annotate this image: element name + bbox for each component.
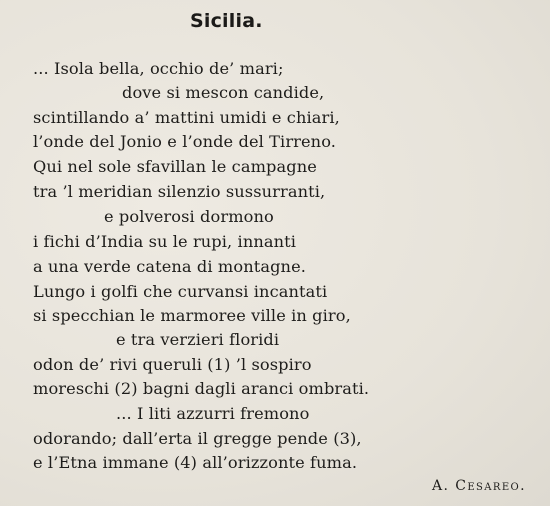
author-signature: A. Cesareo. [432,478,526,494]
poem-line: si specchian le marmoree ville in giro, [33,306,351,325]
poem-line: l’onde del Jonio e l’onde del Tirreno. [33,132,337,151]
poem-line: i fichi d’India su le rupi, innanti [33,232,297,251]
poem-line: ... I liti azzurri fremono [116,404,310,423]
poem-line: scintillando a’ mattini umidi e chiari, [33,108,340,127]
poem-line: Lungo i golfi che curvansi incantati [33,282,328,301]
poem-line: e tra verzieri floridi [116,330,280,349]
poem-line: dove si mescon candide, [122,83,325,102]
poem-line: Qui nel sole sfavillan le campagne [33,157,317,176]
poem-line: a una verde catena di montagne. [33,257,306,276]
poem-line: odorando; dall’erta il gregge pende (3), [33,429,362,448]
poem-line: moreschi (2) bagni dagli aranci ombrati. [33,379,370,398]
poem-line: tra ’l meridian silenzio sussurranti, [33,182,326,201]
poem-line: e l’Etna immane (4) all’orizzonte fuma. [33,453,358,472]
poem-line: ... Isola bella, occhio de’ mari; [33,59,284,78]
poem-title: Sicilia. [190,10,263,32]
poem-line: odon de’ rivi queruli (1) ’l sospiro [33,355,312,374]
poem-line: e polverosi dormono [104,207,274,226]
